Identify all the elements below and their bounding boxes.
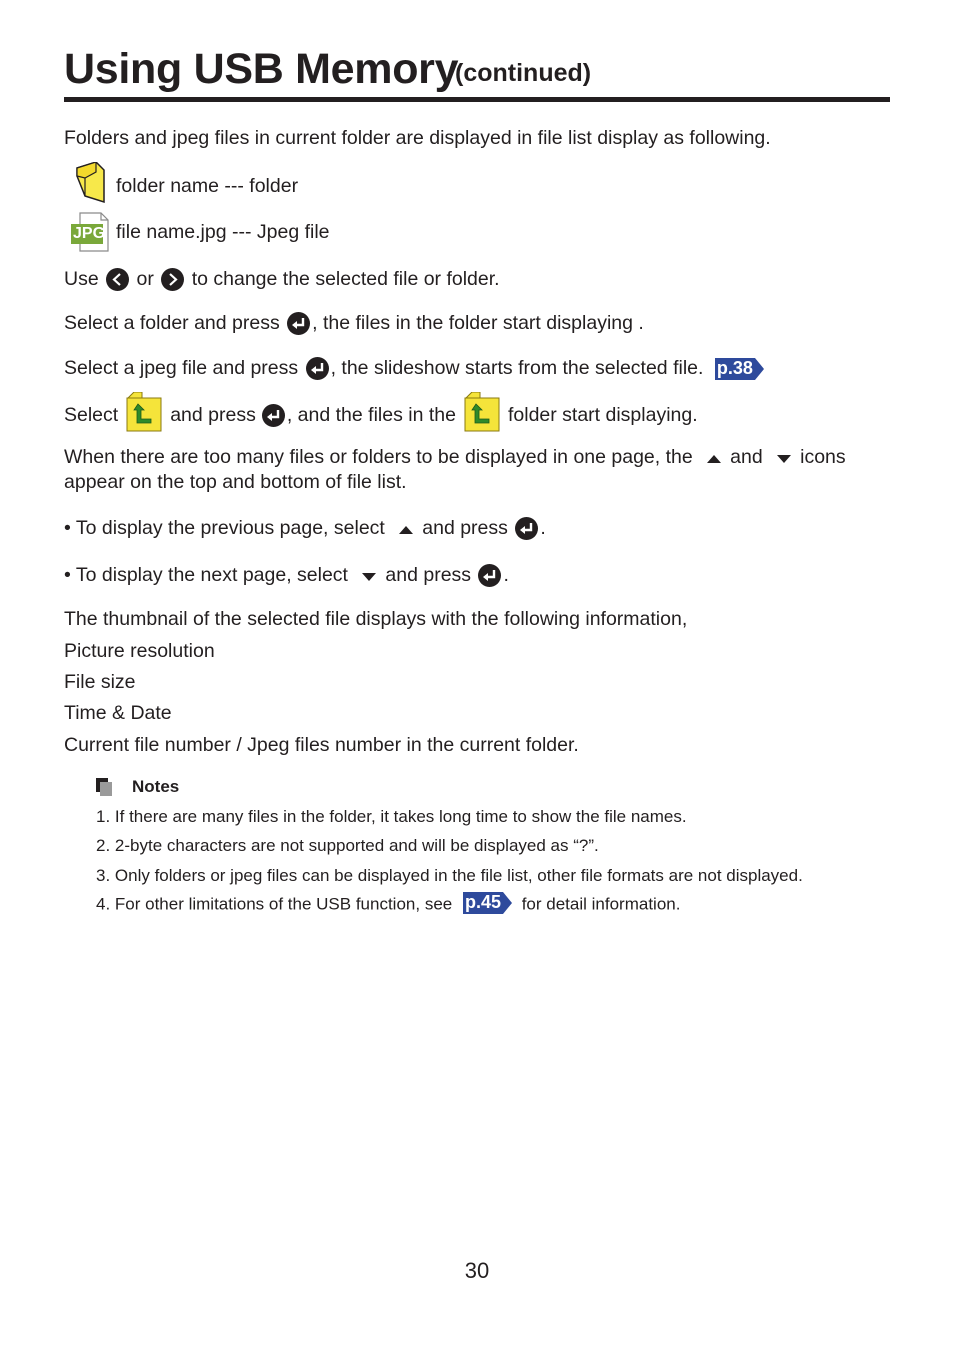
page-ref-p45-label: p.45 [464, 892, 501, 912]
parent-folder-icon [464, 392, 500, 438]
parent-folder-icon [126, 392, 162, 438]
down-arrow-icon [776, 446, 792, 470]
use-line-text-b: or [136, 268, 154, 290]
note-item-4-text-b: for detail information. [521, 894, 681, 914]
page-title-bar [64, 44, 890, 102]
select-jpeg-line [64, 356, 765, 381]
legend-jpeg [70, 212, 330, 252]
thumbnail-intro: The thumbnail of the selected file displays with the following information, [64, 608, 688, 630]
note-item [96, 893, 680, 917]
thumbnail-item: Time & Date [64, 702, 172, 724]
bullet-prev-text-b: and press [422, 517, 508, 539]
page-subtitle: (continued) [455, 59, 592, 87]
left-button-icon [106, 268, 129, 291]
note-item: 3. Only folders or jpeg files can be displayed in the file list, other file formats are not displayed. [96, 866, 803, 885]
select-up-line [64, 392, 698, 438]
folder-icon [74, 162, 106, 210]
bullet-prev-text-c: . [540, 517, 546, 539]
page-number: 30 [464, 1258, 490, 1283]
bullet-prev-text-a: • To display the previous page, select [64, 517, 385, 539]
thumbnail-item: File size [64, 671, 136, 693]
use-line-text-a: Use [64, 268, 99, 290]
down-arrow-icon [361, 564, 377, 588]
jpg-badge-label: JPG [73, 225, 106, 242]
select-folder-text-b: , the files in the folder start displaying . [312, 312, 644, 334]
up-arrow-icon [398, 517, 414, 541]
select-jpeg-text-a: Select a jpeg file and press [64, 357, 299, 379]
legend-folder-label: folder name --- folder [116, 175, 299, 197]
page-ref-p38-label: p.38 [716, 357, 753, 378]
select-folder-line [64, 311, 644, 335]
select-up-text-a: Select [64, 404, 119, 426]
bullet-next-text-c: . [503, 564, 509, 586]
page-title: Using USB Memory [64, 45, 459, 93]
many-files-text-b: and [730, 446, 763, 468]
use-line [64, 267, 500, 291]
select-up-text-c: , and the files in the [286, 404, 456, 426]
thumbnail-item: Picture resolution [64, 640, 215, 662]
bullet-previous-page [64, 516, 546, 541]
page-ref-p45[interactable] [463, 893, 513, 917]
thumbnail-item: Current file number / Jpeg files number in the current folder. [64, 734, 579, 756]
enter-button-icon [262, 404, 285, 427]
notes-icon [96, 778, 114, 796]
bullet-next-text-a: • To display the next page, select [64, 564, 348, 586]
enter-button-icon [478, 564, 501, 587]
intro-text: Folders and jpeg files in current folder are displayed in file list display as following. [64, 127, 771, 149]
note-item-4-text-a: 4. For other limitations of the USB function, see [96, 894, 453, 914]
bullet-next-page [64, 563, 509, 588]
notes-heading-label: Notes [132, 777, 180, 796]
note-item: 1. If there are many files in the folder, it takes long time to show the file names. [96, 807, 687, 826]
select-jpeg-text-b: , the slideshow starts from the selected file. [330, 357, 704, 379]
select-up-text-b: and press [170, 404, 256, 426]
jpeg-file-icon [70, 212, 110, 252]
legend-jpeg-label: file name.jpg --- Jpeg file [116, 221, 330, 243]
note-item: 2. 2-byte characters are not supported and will be displayed as “?”. [96, 836, 599, 855]
right-button-icon [161, 268, 184, 291]
up-arrow-icon [706, 446, 722, 470]
many-files-text-c: icons [800, 446, 846, 468]
many-files-text-a: When there are too many files or folders to be displayed in one page, the [64, 446, 693, 468]
notes-heading [96, 777, 179, 797]
enter-button-icon [515, 517, 538, 540]
many-files-line-1 [64, 445, 846, 470]
many-files-line-2: appear on the top and bottom of file list. [64, 471, 407, 493]
page-ref-p38[interactable] [715, 357, 765, 381]
select-up-text-d: folder start displaying. [507, 404, 698, 426]
legend-folder [74, 162, 298, 210]
bullet-next-text-b: and press [385, 564, 472, 586]
use-line-text-c: to change the selected file or folder. [191, 268, 500, 290]
select-folder-text-a: Select a folder and press [64, 312, 280, 334]
enter-button-icon [287, 312, 310, 335]
enter-button-icon [306, 357, 329, 380]
